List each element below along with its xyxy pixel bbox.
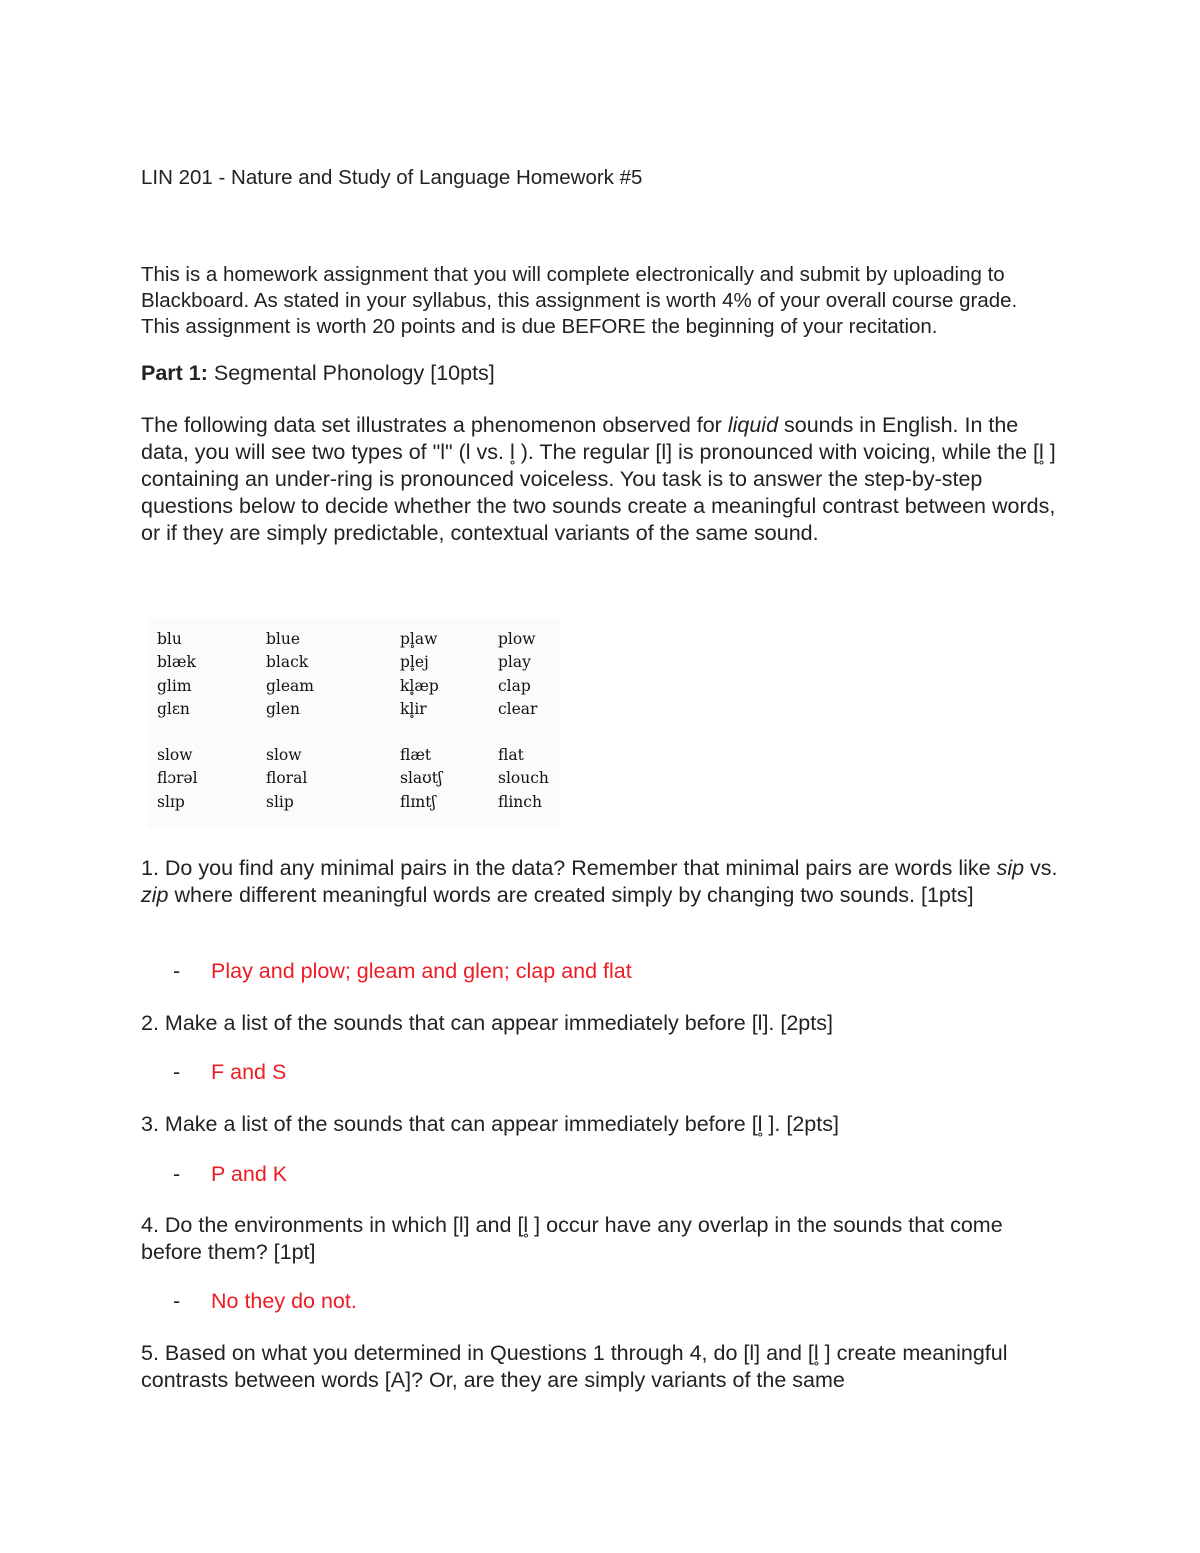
group-gap bbox=[400, 721, 442, 744]
question-5: 5. Based on what you determined in Questions 1 through 4, do [l] and [l̥ ] create meaningful contrasts between words [A]? Or, are they are simply variants of the same bbox=[141, 1341, 1008, 1392]
data-cell: clear bbox=[498, 699, 538, 718]
data-cell: slouch bbox=[498, 769, 549, 788]
q1-text-a: 1. Do you find any minimal pairs in the data? Remember that minimal pairs are words like bbox=[141, 856, 997, 880]
data-cell: clap bbox=[498, 676, 531, 695]
data-cell: flat bbox=[498, 746, 524, 765]
data-cell: play bbox=[498, 653, 531, 672]
data-cell: gleam bbox=[266, 676, 314, 695]
data-cell: glen bbox=[266, 699, 301, 718]
desc-part-a: The following data set illustrates a phenomenon observed for bbox=[141, 413, 728, 437]
part1-heading bbox=[141, 361, 495, 386]
data-cell: floral bbox=[266, 769, 308, 788]
data-cell: pl̥ej bbox=[400, 653, 429, 672]
data-cell: kl̥æp bbox=[400, 676, 439, 695]
question-2: 2. Make a list of the sounds that can appear immediately before [l]. [2pts] bbox=[141, 1011, 833, 1035]
data-cell: black bbox=[266, 653, 309, 672]
q1-text-c: where different meaningful words are created simply by changing two sounds. [1pts] bbox=[168, 883, 974, 907]
col-eng-voiced bbox=[266, 628, 314, 814]
intro-paragraph: This is a homework assignment that you will complete electronically and submit by uploading to Blackboard. As stated in your syllabus, this assignment is worth 4% of your overall course grade. This assignment is worth 20 points and is due BEFORE the beginning of your recitation. bbox=[141, 263, 1018, 338]
q1-emphasis-1: sip bbox=[996, 856, 1025, 880]
col-eng-voiceless bbox=[498, 628, 549, 814]
data-cell: flɪntʃ bbox=[400, 792, 436, 811]
bullet-dash: - bbox=[173, 1289, 181, 1313]
data-cell: kl̥ir bbox=[400, 699, 427, 718]
col-ipa-voiceless bbox=[400, 628, 442, 814]
answer-1 bbox=[173, 959, 632, 984]
document-title: LIN 201 - Nature and Study of Language Homework #5 bbox=[141, 166, 643, 189]
data-cell: flæt bbox=[400, 746, 432, 765]
data-cell: slip bbox=[266, 792, 294, 811]
bullet-dash: - bbox=[173, 1060, 181, 1084]
data-cell: blu bbox=[157, 630, 182, 648]
data-cell: plow bbox=[498, 630, 536, 648]
question-3: 3. Make a list of the sounds that can appear immediately before [l̥ ]. [2pts] bbox=[141, 1112, 839, 1136]
group-gap bbox=[498, 721, 549, 744]
data-cell: slɪp bbox=[157, 792, 185, 811]
data-cell: slow bbox=[266, 746, 302, 765]
data-cell: flɔrəl bbox=[157, 769, 198, 788]
data-cell: blæk bbox=[157, 653, 196, 672]
answer-2 bbox=[173, 1060, 286, 1085]
data-cell: flinch bbox=[498, 792, 542, 811]
answer-2-text: F and S bbox=[211, 1060, 287, 1084]
desc-emphasis: liquid bbox=[727, 413, 779, 437]
data-cell: pl̥aw bbox=[400, 630, 438, 648]
q1-text-b: vs. bbox=[1024, 856, 1058, 880]
answer-4-text: No they do not. bbox=[211, 1289, 357, 1313]
data-cell: glɛn bbox=[157, 699, 190, 718]
data-cell: blue bbox=[266, 630, 301, 648]
data-table-image bbox=[147, 618, 559, 828]
data-cell: glim bbox=[157, 676, 192, 695]
question-4: 4. Do the environments in which [l] and [l̥ ] occur have any overlap in the sounds that come before them? [1pt] bbox=[141, 1213, 1003, 1264]
description-paragraph bbox=[141, 412, 1061, 547]
part1-text: Segmental Phonology [10pts] bbox=[207, 361, 495, 385]
data-cell: slow bbox=[157, 746, 193, 765]
answer-4 bbox=[173, 1289, 357, 1314]
question-1 bbox=[141, 855, 1061, 909]
part1-label: Part 1: bbox=[141, 361, 208, 385]
desc-part-b: sounds in English. In the data, you will see two types of "l" (l vs. l̥ ). The regular [l] is pronounced with voicing, while the [l̥ ] containing an under-ring is pronounced voiceless. You task is to answer the step-by-step questions below to decide whether the two sounds create a meaningful contrast between words, or if they are simply predictable, contextual variants of the same sound. bbox=[141, 413, 1056, 545]
group-gap bbox=[266, 721, 314, 744]
bullet-dash: - bbox=[173, 1162, 181, 1186]
answer-3 bbox=[173, 1162, 287, 1187]
answer-1-text: Play and plow; gleam and glen; clap and flat bbox=[211, 959, 632, 983]
bullet-dash: - bbox=[173, 959, 181, 983]
col-ipa-voiced bbox=[157, 628, 198, 814]
q1-emphasis-2: zip bbox=[141, 883, 169, 907]
group-gap bbox=[157, 721, 198, 744]
data-cell: slaʊtʃ bbox=[400, 769, 443, 788]
answer-3-text: P and K bbox=[211, 1162, 288, 1186]
